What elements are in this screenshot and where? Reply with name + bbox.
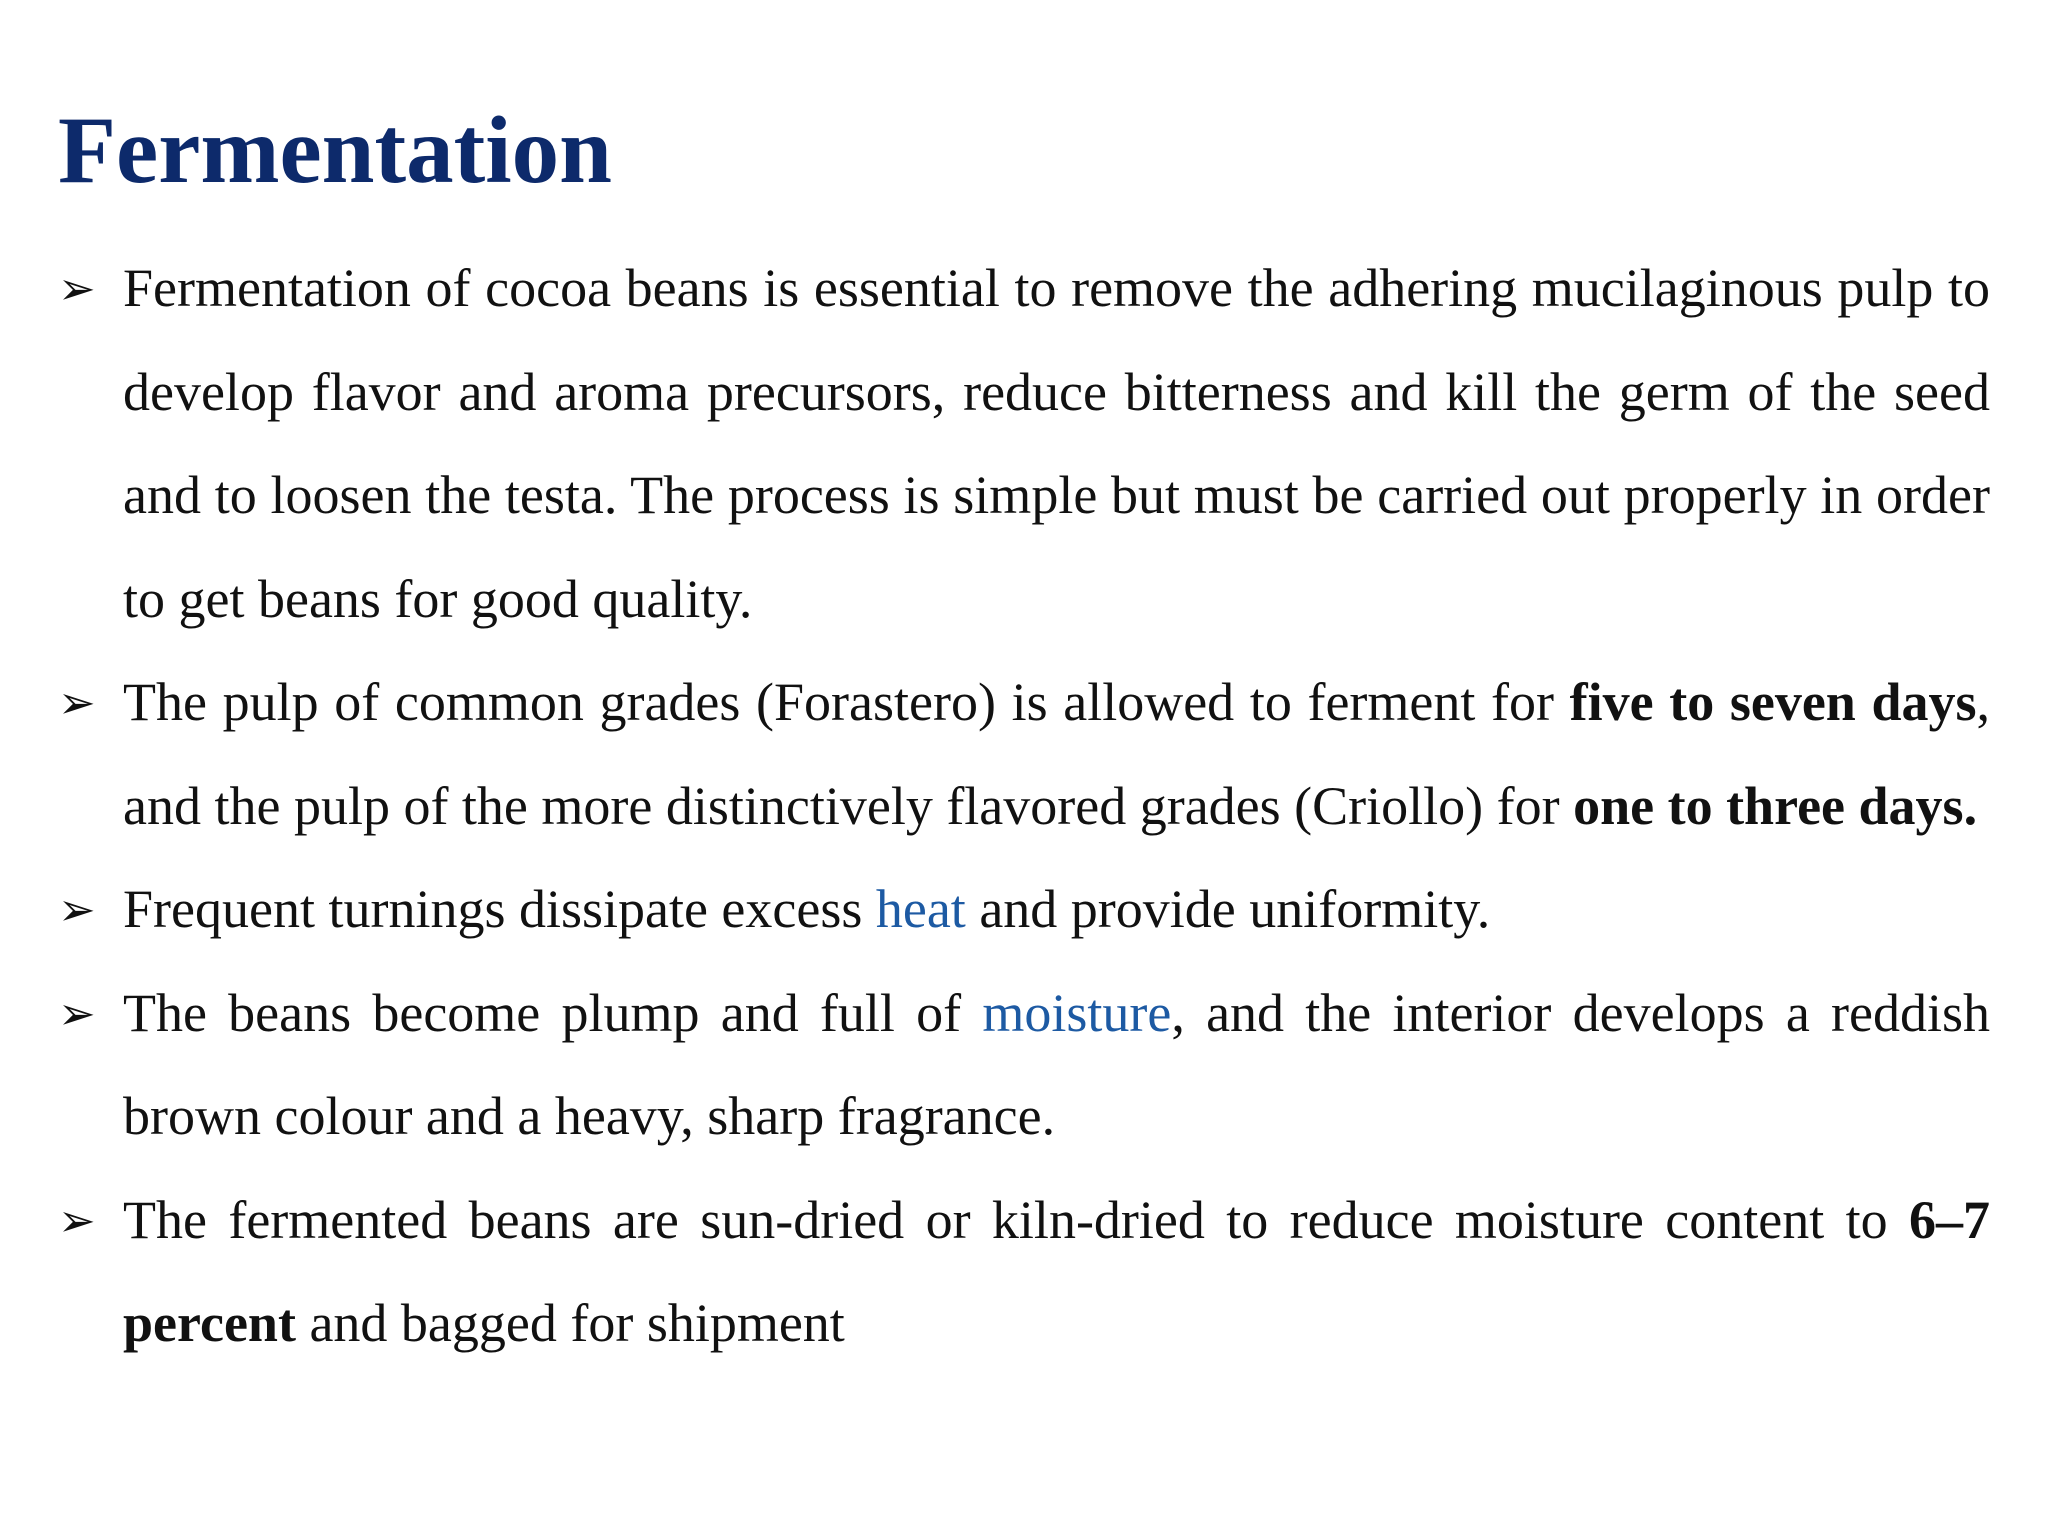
- bullet-item-turnings: [58, 858, 1990, 962]
- bullet-text-segment: The fermented beans are sun-dried or kiln-dried to reduce moisture content to: [123, 1189, 1909, 1250]
- bullet-text-segment: The pulp of common grades (Forastero) is allowed to ferment for: [123, 672, 1570, 732]
- bullet-text: [123, 858, 1990, 962]
- bullet-text: [123, 1169, 1990, 1376]
- bullet-text-segment: , and the interior develops a reddish brown colour and a heavy, sharp fragrance.: [123, 982, 1990, 1146]
- bullet-item-fermentation-purpose: [58, 237, 1990, 651]
- arrow-bullet-icon: ➢: [58, 262, 96, 315]
- bullet-text-segment: Fermentation of cocoa beans is essential to remove the adhering mucilaginous pulp to develop flavor and aroma precursors, reduce bitterness and kill the germ of the seed and to loosen the testa. The process is simple but must be carried out properly in order to get beans for good quality.: [123, 258, 1990, 629]
- bold-duration-forastero: five to seven days: [1569, 672, 1977, 732]
- bold-moisture-percent: 6–7 percent: [123, 1189, 1990, 1353]
- bullet-item-fermentation-duration: [58, 651, 1990, 858]
- bullet-text-segment: The beans become plump and full of: [123, 982, 983, 1043]
- arrow-bullet-icon: ➢: [58, 883, 96, 936]
- bullet-text: [123, 651, 1990, 858]
- bullet-text-segment: , and the pulp of the more distinctively flavored grades (Criollo) for: [123, 672, 1991, 836]
- arrow-bullet-icon: ➢: [58, 676, 96, 729]
- bullet-item-bean-changes: [58, 962, 1990, 1169]
- arrow-bullet-icon: ➢: [58, 986, 96, 1040]
- bullet-text-segment: Frequent turnings dissipate excess: [123, 879, 876, 939]
- bullet-text: [123, 237, 1990, 651]
- bullet-text-segment: and bagged for shipment: [295, 1293, 845, 1353]
- heat-link[interactable]: heat: [875, 879, 966, 939]
- bullet-list: [58, 237, 1990, 1376]
- bullet-text-segment: and provide uniformity.: [965, 879, 1491, 939]
- slide-title: Fermentation: [58, 97, 612, 203]
- bullet-item-drying: [58, 1169, 1990, 1376]
- bold-duration-criollo: one to three days.: [1573, 775, 1978, 836]
- moisture-link[interactable]: moisture: [982, 982, 1172, 1043]
- arrow-bullet-icon: ➢: [58, 1193, 96, 1247]
- bullet-text: [123, 962, 1990, 1169]
